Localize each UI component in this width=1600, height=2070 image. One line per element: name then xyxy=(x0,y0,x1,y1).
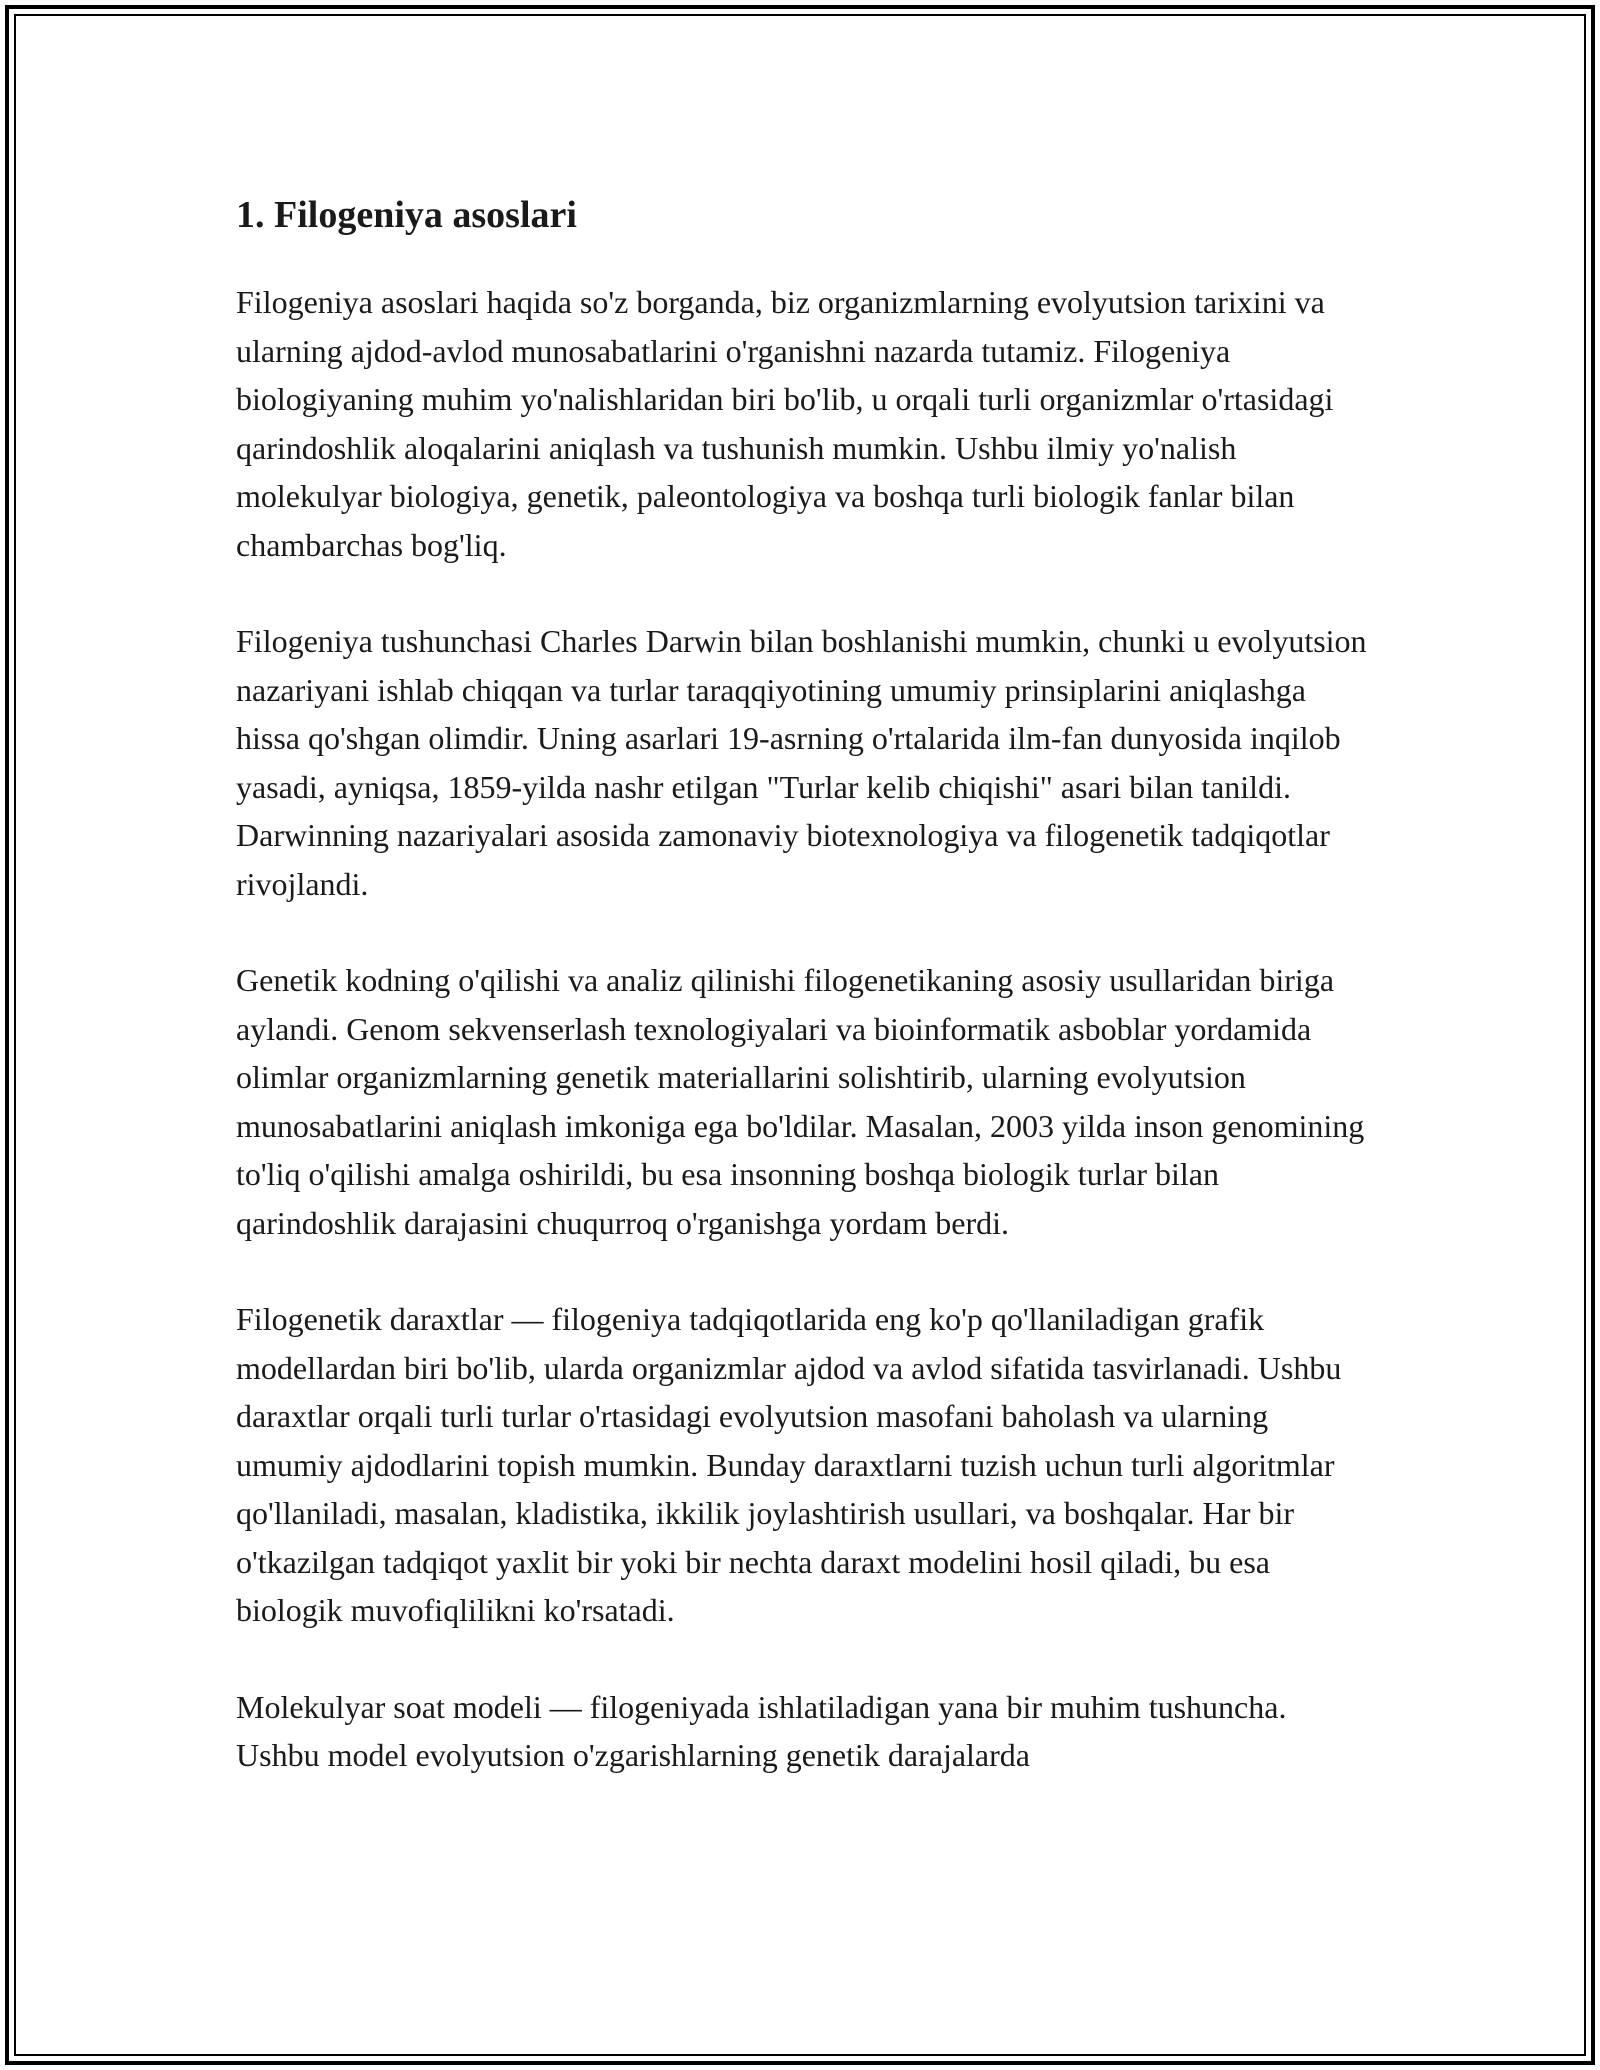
paragraph-5: Molekulyar soat modeli — filogeniyada ishlatiladigan yana bir muhim tushuncha. Ushbu model evolyutsion o'zgarishlarning genetik darajalarda xyxy=(236,1688,1287,1773)
paragraph-4: Filogenetik daraxtlar — filogeniya tadqiqotlarida eng ko'p qo'llaniladigan grafik modellardan biri bo'lib, ularda organizmlar ajdod va avlod sifatida tasvirlanadi. Ushbu daraxtlar orqali turli turlar o'rtasidagi evolyutsion masofani baholash va ularning umumiy ajdodlarini topish mumkin. Bunday daraxtlarni tuzish uchun turli algoritmlar qo'llaniladi, masalan, kladistika, ikkilik joylashtirish usullari, va boshqalar. Har bir o'tkazilgan tadqiqot yaxlit bir yoki bir nechta daraxt modelini hosil qiladi, bu esa biologik muvofiqlilikni ko'rsatadi. xyxy=(236,1301,1342,1628)
paragraph-2: Filogeniya tushunchasi Charles Darwin bilan boshlanishi mumkin, chunki u evolyutsion nazariyani ishlab chiqqan va turlar taraqqiyotining umumiy prinsiplarini aniqlashga hissa qo'shgan olimdir. Uning asarlari 19-asrning o'rtalarida ilm-fan dunyosida inqilob yasadi, ayniqsa, 1859-yilda nashr etilgan "Turlar kelib chiqishi" asari bilan tanildi. Darwinning nazariyalari asosida zamonaviy biotexnologiya va filogenetik tadqiqotlar rivojlandi. xyxy=(236,623,1367,902)
paragraph-3: Genetik kodning o'qilishi va analiz qilinishi filogenetikaning asosiy usullaridan biriga aylandi. Genom sekvenserlash texnologiyalari va bioinformatik asboblar yordamida olimlar organizmlarning genetik materiallarini solishtirib, ularning evolyutsion munosabatlarini aniqlash imkoniga ega bo'ldilar. Masalan, 2003 yilda inson genomining to'liq o'qilishi amalga oshirildi, bu esa insonning boshqa biologik turlar bilan qarindoshlik darajasini chuqurroq o'rganishga yordam berdi. xyxy=(236,962,1365,1241)
section-heading: 1. Filogeniya asoslari xyxy=(236,194,577,236)
paragraph-1: Filogeniya asoslari haqida so'z borganda, biz organizmlarning evolyutsion tarixini va ularning ajdod-avlod munosabatlarini o'rganishni nazarda tutamiz. Filogeniya biologiyaning muhim yo'nalishlaridan biri bo'lib, u orqali turli organizmlar o'rtasidagi qarindoshlik aloqalarini aniqlash va tushunish mumkin. Ushbu ilmiy yo'nalish molekulyar biologiya, genetik, paleontologiya va boshqa turli biologik fanlar bilan chambarchas bog'liq. xyxy=(236,284,1334,563)
document-body xyxy=(236,188,1376,1828)
